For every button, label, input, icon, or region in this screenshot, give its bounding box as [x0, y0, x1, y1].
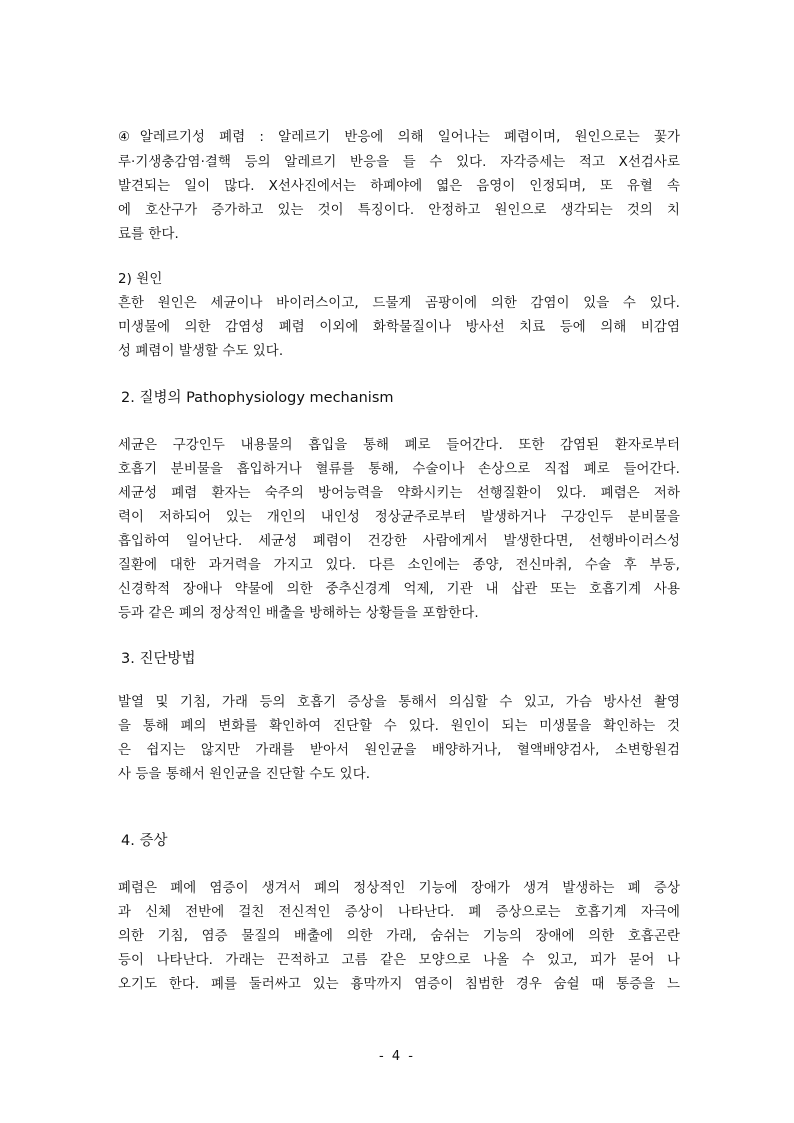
text-line: 과 신체 전반에 걸친 전신적인 증상이 나타난다. 폐 증상으로는 호흡기계 자극에 [118, 905, 680, 920]
text-line: 폐렴은 폐에 염증이 생겨서 폐의 정상적인 기능에 장애가 생겨 발생하는 폐 증상 [118, 881, 680, 896]
text-line: 료를 한다. [118, 227, 179, 242]
text-line: 세균성 폐렴 환자는 숙주의 방어능력을 약화시키는 선행질환이 있다. 폐렴은 저하 [118, 486, 680, 501]
page-number: - 4 - [379, 1049, 415, 1064]
text-line: ④알레르기성 폐렴 : 알레르기 반응에 의해 일어나는 폐렴이며, 원인으로는 꽃가 [118, 130, 680, 145]
text-line: 의한 기침, 염증 물질의 배출에 의한 가래, 숨쉬는 기능의 장애에 의한 호흡곤란 [118, 929, 680, 944]
text-line: 발견되는 일이 많다. X선사진에서는 하폐야에 엷은 음영이 인정되며, 또 유혈 속 [118, 179, 680, 194]
text-line: 등이 나타난다. 가래는 끈적하고 고름 같은 모양으로 나올 수 있고, 피가 묻어 나 [118, 953, 680, 968]
text-line: 성 폐렴이 발생할 수도 있다. [118, 344, 284, 359]
text-line: 미생물에 의한 감염성 폐렴 이외에 화학물질이나 방사선 치료 등에 의해 비감염 [118, 320, 680, 335]
cause-subheading: 2) 원인 [118, 272, 163, 287]
text-line: 질환에 대한 과거력을 가지고 있다. 다른 소인에는 종양, 전신마취, 수술 후 부동, [118, 558, 680, 573]
text-line: 세균은 구강인두 내용물의 흡입을 통해 폐로 들어간다. 또한 감염된 환자로부터 [118, 438, 680, 453]
text-line: 사 등을 통해서 원인균을 진단할 수도 있다. [118, 767, 371, 782]
text-line: 력이 저하되어 있는 개인의 내인성 정상균주로부터 발생하거나 구강인두 분비물을 [118, 510, 680, 525]
text-line: 호흡기 분비물을 흡입하거나 혈류를 통해, 수술이나 손상으로 직접 폐로 들어간다. [118, 462, 680, 477]
text-line: 발열 및 기침, 가래 등의 호흡기 증상을 통해서 의심할 수 있고, 가슴 방사선 촬영 [118, 695, 680, 710]
text-line: 은 쉽지는 않지만 가래를 받아서 원인균을 배양하거나, 혈액배양검사, 소변항원검 [118, 743, 680, 758]
text-line: 흡입하여 일어난다. 세균성 폐렴이 건강한 사람에게서 발생한다면, 선행바이러스성 [118, 534, 680, 549]
text-line: 루·기생충감염·결핵 등의 알레르기 반응을 들 수 있다. 자각증세는 적고 X선검사로 [118, 155, 680, 170]
text-line: 등과 같은 폐의 정상적인 배출을 방해하는 상황들을 포함한다. [118, 606, 479, 621]
text-line: 흔한 원인은 세균이나 바이러스이고, 드물게 곰팡이에 의한 감염이 있을 수 있다. [118, 296, 680, 311]
section-heading-diagnosis: 3. 진단방법 [121, 651, 196, 667]
text-line: 신경학적 장애나 약물에 의한 중추신경계 억제, 기관 내 삽관 또는 호흡기계 사용 [118, 582, 680, 597]
section-heading-pathophysiology: 2. 질병의 Pathophysiology mechanism [121, 390, 394, 406]
section-heading-symptoms: 4. 증상 [121, 833, 168, 849]
text-line: 을 통해 폐의 변화를 확인하여 진단할 수 있다. 원인이 되는 미생물을 확인하는 것 [118, 719, 680, 734]
text-line: 오기도 한다. 폐를 둘러싸고 있는 흉막까지 염증이 침범한 경우 숨쉴 때 통증을 느 [118, 977, 680, 992]
text-line: 에 호산구가 증가하고 있는 것이 특징이다. 안정하고 원인으로 생각되는 것의 치 [118, 203, 680, 218]
